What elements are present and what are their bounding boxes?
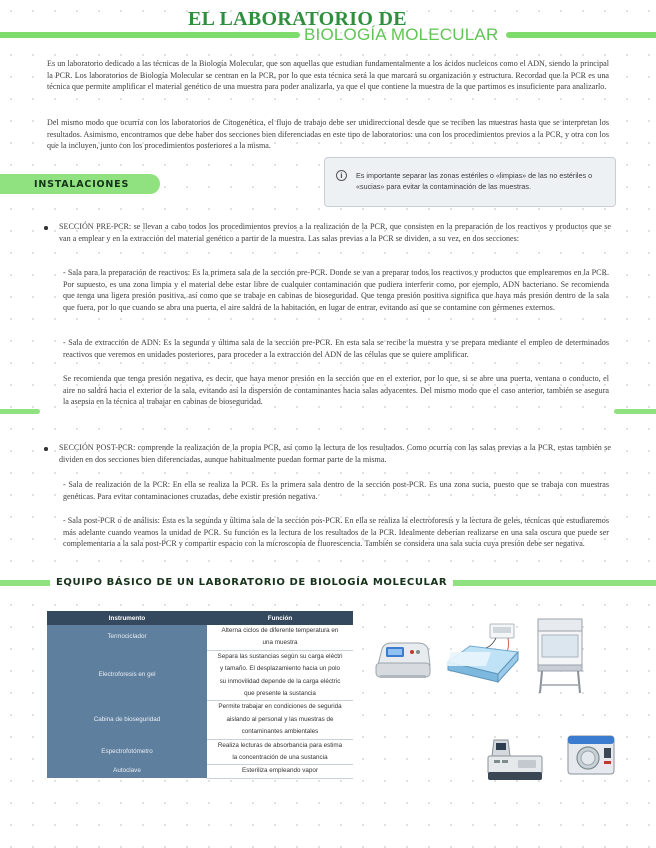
table-cell-funcion	[207, 765, 353, 778]
column-header-funcion: Función	[207, 611, 353, 625]
post-pcr-sala-pcr: - Sala de realización de la PCR: En ella se realiza la PCR. Es la primera sala dentro de la sección post-PCR. Es una zona sucia, puesto que se trabaja con muestras genéticas. Para evitar contaminaciones cruzadas, debe existir presión negativa.	[63, 480, 609, 501]
table-cell-instrumento: Espectrofotómetro	[47, 739, 207, 765]
table-cell-instrumento: Electroforesis en gel	[47, 650, 207, 701]
funcion-line: una muestra	[262, 639, 298, 647]
post-pcr-sala-analisis: - Sala post-PCR o de análisis: Esta es la segunda y última sala de la sección pos-PCR. En ella se realiza la electroforesis y la lectura de geles, técnicas que estudiaremos más adelante cuando veamos la unidad de PCR. Su función es la lectura de los resultados de la PCR. Idealmente deberían realizarse en una sala oscura que puede ser complementaria a la sala post-PCR y compartir espacio con la microscopía de fluorescencia. También se considera una sala sucia cuya presión debe ser negativa.	[63, 516, 609, 549]
table-cell-funcion	[207, 650, 353, 701]
pre-pcr-presion-negativa: Se recomienda que tenga presión negativa, es decir, que haya menor presión en la sección que en el exterior, por lo que, si se abre una puerta, ventana o conducto, el aire no saldrá hacia el exterior de la sala, evitando así la dispersión de contaminantes hacia salas adyacentes. Del mismo modo que el caso anterior, también se asegura la asepsia en la técnica al trabajar en cabinas de bioseguridad.	[63, 374, 609, 407]
funcion-line: contaminantes ambientales	[241, 728, 319, 736]
post-pcr-intro: SECCIÓN POST-PCR: comprende la realización de la propia PCR, así como la lectura de los resultados. Como ocurría con las salas previas a la PCR, estas también se dividen en dos secciones bien diferenciadas, aunque habitualmente puedan formar parte de la misma.	[59, 443, 611, 464]
table-cell-funcion	[207, 625, 353, 650]
table-cell-instrumento: Termociclador	[47, 625, 207, 650]
table-row	[47, 625, 353, 650]
column-header-instrumento: Instrumento	[47, 611, 207, 625]
equipment-table	[47, 611, 353, 779]
biosafety-cabinet-image	[534, 617, 586, 695]
page-title-line-2: BIOLOGÍA MOLECULAR	[304, 25, 499, 44]
funcion-line: aislando al personal y las muestras de	[226, 715, 334, 723]
table-row	[47, 701, 353, 739]
bullet-icon	[44, 447, 48, 451]
funcion-line: Alterna ciclos de diferente temperatura en	[221, 627, 339, 634]
funcion-line: que presente la sustancia	[244, 690, 316, 698]
funcion-line: su inmovilidad depende de la carga eléctric	[219, 677, 341, 685]
thermocycler-image	[372, 635, 434, 683]
funcion-line: y tamaño. El desplazamiento hacia un polo	[219, 665, 341, 673]
autoclave-image	[564, 732, 618, 778]
funcion-line: Separa las sustancias según su carga eléctri	[217, 652, 343, 660]
table-cell-funcion	[207, 701, 353, 739]
table-cell-funcion	[207, 739, 353, 765]
bullet-icon	[44, 226, 48, 230]
pre-pcr-sala-extraccion: - Sala de extracción de ADN: Es la segunda y última sala de la sección pre-PCR. En esta sala se recibe la muestra y se prepara mediante el empleo de determinados reactivos que veremos en unidades posteriores, para proceder a la extracción del ADN de las células que se quiere amplificar.	[63, 338, 609, 359]
info-callout-text: Es importante separar las zonas estériles o «limpias» de las no estériles o «sucias» para evitar la contaminación de las muestras.	[356, 171, 593, 191]
funcion-line: Realiza lecturas de absorbancia para estima	[217, 741, 343, 749]
page-title-line-1: EL LABORATORIO DE	[188, 8, 407, 30]
header-divider-right	[506, 32, 656, 38]
divider-left	[0, 409, 40, 414]
header-divider-left	[0, 32, 300, 38]
info-icon: i	[336, 170, 347, 181]
spectrophotometer-image	[484, 738, 546, 784]
intro-paragraph-1: Es un laboratorio dedicado a las técnicas de la Biología Molecular, que son aquellas que estudian fundamentalmente a los ácidos nucleicos como el ADN, siendo la principal la PCR. Los laboratorios de Biología Molecular se centran en la PCR, por lo que esta técnica será la que marcará su organización y estructura. Recordad que la PCR es una técnica que permite amplificar el material genético de una muestra para poder analizarla, ya que el que contiene la muestra de la que partimos es insuficiente para analizarlo.	[47, 59, 609, 92]
pre-pcr-intro: SECCIÓN PRE-PCR: se llevan a cabo todos los procedimientos previos a la realización de la PCR, que consisten en la preparación de los reactivos y productos que se van a emplear y en la extracción del material genético a partir de la muestra. Las salas previas a la PCR se dividen, a su vez, en dos secciones:	[59, 222, 611, 243]
divider-right	[614, 409, 656, 414]
funcion-line: la concentración de una sustancia	[232, 754, 328, 762]
funcion-line: Permite trabajar en condiciones de segurida	[218, 703, 342, 711]
table-row	[47, 765, 353, 778]
section-heading-equipo: EQUIPO BÁSICO DE UN LABORATORIO DE BIOLOGÍA MOLECULAR	[50, 577, 453, 588]
section-heading-instalaciones: INSTALACIONES	[0, 174, 160, 194]
pre-pcr-sala-reactivos: - Sala para la preparación de reactivos: Es la primera sala de la sección pre-PCR. Donde se van a preparar todos los reactivos y productos que emplearemos en la PCR. Por supuesto, es una zona limpia y el material debe estar libre de cualquier contaminación que pudiera interferir como, por ejemplo, ADN bacteriano. Se recomienda que tenga una ligera presión positiva, así como que se trabaje en cabinas de bioseguridad. Que tenga presión positiva significa que haya más presión dentro de la sala que fuera, por lo que cuando se abra una puerta, el aire saldrá de la habitación, en lugar de entrar, evitando así que se contamine con gérmenes externos.	[63, 268, 609, 312]
gel-electrophoresis-image	[440, 622, 524, 688]
table-row	[47, 650, 353, 701]
funcion-line: Esteriliza empleando vapor	[242, 767, 318, 775]
table-header-row	[47, 611, 353, 625]
intro-paragraph-2: Del mismo modo que ocurría con los laboratorios de Citogenética, el flujo de trabajo debe ser unidireccional desde que se reciben las muestras hasta que se interpretan los resultados. Asimismo, encontramos que debe haber dos secciones bien diferenciadas en este tipo de laboratorios: una con los procedimientos previos a la PCR, y otra con los que la incluyen, junto con los procedimientos posteriores a la misma.	[47, 118, 609, 151]
table-cell-instrumento: Cabina de bioseguridad	[47, 701, 207, 739]
table-cell-instrumento: Autoclave	[47, 765, 207, 778]
table-row	[47, 739, 353, 765]
